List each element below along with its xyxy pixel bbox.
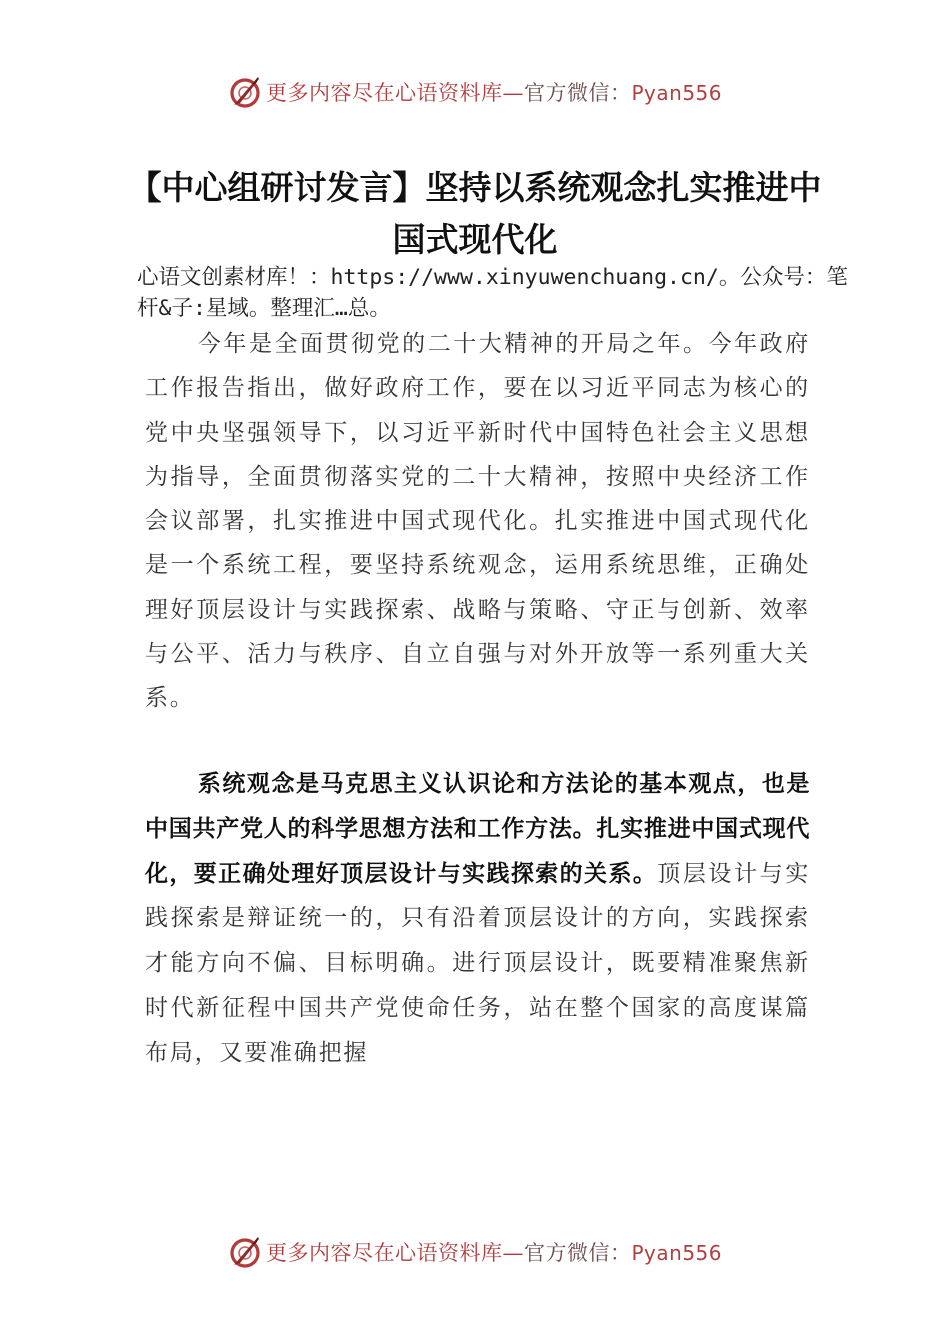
footer-banner-text (266, 1237, 722, 1267)
header-banner (0, 72, 950, 112)
paragraph-system-concept-rest: 顶层设计与实践探索是辩证统一的，只有沿着顶层设计的方向，实践探索才能方向不偏、目标明确。进行顶层设计，既要精准聚焦新时代新征程中国共产党使命任务，站在整个国家的高度谋篇布局，又要准确把握 (145, 860, 810, 1066)
header-banner-dash: — (502, 81, 524, 105)
header-banner-label: 官方微信： (523, 81, 632, 105)
header-banner-lead: 更多内容尽在心语资料库 (265, 81, 503, 105)
footer-banner-lead: 更多内容尽在心语资料库 (265, 1241, 503, 1265)
brush-logo-icon (228, 75, 262, 109)
document-title: 【中心组研讨发言】坚持以系统观念扎实推进中国式现代化 (128, 168, 822, 259)
header-banner-wechat-id: Pyan556 (631, 81, 722, 105)
paragraph-intro: 今年是全面贯彻党的二十大精神的开局之年。今年政府工作报告指出，做好政府工作，要在以习近平同志为核心的党中央坚强领导下，以习近平新时代中国特色社会主义思想为指导，全面贯彻落实党的二十大精神，按照中央经济工作会议部署，扎实推进中国式现代化。扎实推进中国式现代化是一个系统工程，要坚持系统观念，运用系统思维，正确处理好顶层设计与实践探索、战略与策略、守正与创新、效率与公平、活力与秩序、自立自强与对外开放等一系列重大关系。 (145, 331, 810, 712)
paragraph-system-concept (145, 762, 810, 1076)
source-line: 心语文创素材库！：https://www.xinyuwenchuang.cn/。公众号：笔杆&子:星域。整理汇…总。 (137, 265, 848, 321)
footer-banner-wechat-id: Pyan556 (631, 1241, 722, 1265)
footer-banner-label: 官方微信： (523, 1241, 632, 1265)
brush-logo-icon (228, 1235, 262, 1269)
footer-banner (0, 1232, 950, 1272)
footer-banner-dash: — (502, 1241, 524, 1265)
header-banner-text (266, 77, 722, 107)
paragraph-system-concept-bold: 系统观念是马克思主义认识论和方法论的基本观点，也是中国共产党人的科学思想方法和工作方法。扎实推进中国式现代化，要正确处理好顶层设计与实践探索的关系。 (145, 771, 810, 887)
